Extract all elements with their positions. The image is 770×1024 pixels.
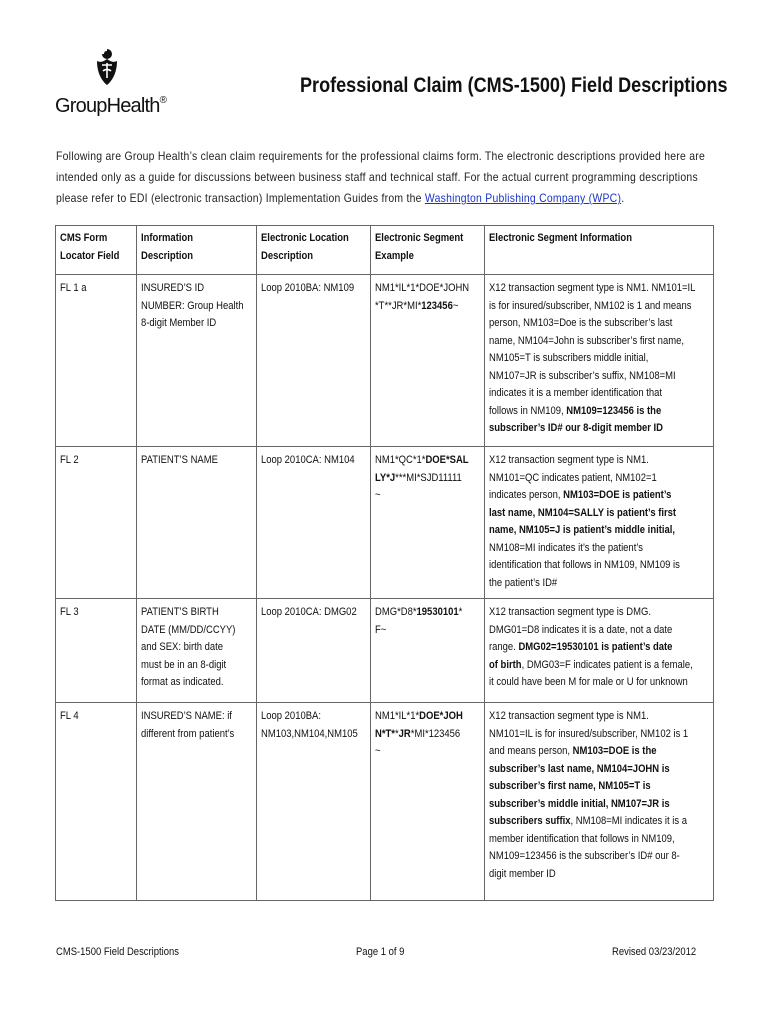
cell-text-run: DOE*SAL xyxy=(425,454,469,466)
cell-text-run: NM108=MI indicates it’s the patient’s xyxy=(489,541,643,554)
column-header: CMS Form Locator Field xyxy=(56,226,137,275)
cell-line: Loop 2010CA: NM104 xyxy=(261,454,355,466)
information-description-cell xyxy=(137,599,257,703)
cell-text-run: name, NM105=J is patient’s middle initial, xyxy=(489,524,676,536)
cell-text-run: is for insured/subscriber, NM102 is 1 and means xyxy=(489,299,692,312)
column-header: Information Description xyxy=(137,226,257,275)
footer-revised-date: Revised 03/23/2012 xyxy=(612,946,697,958)
cell-line: FL 1 a xyxy=(60,282,87,294)
electronic-location-cell xyxy=(257,447,371,599)
cell-text-run: *T**JR*MI* xyxy=(375,299,422,312)
table-row xyxy=(56,447,714,599)
information-description-cell xyxy=(137,275,257,447)
information-description-cell xyxy=(137,447,257,599)
cell-text-run: of birth xyxy=(489,658,522,671)
cell-text-run: indicates it is a member identification that xyxy=(489,387,662,399)
cell-text-run: indicates person, xyxy=(489,489,564,501)
cell-text-run: X12 transaction segment type is NM1. NM101=IL xyxy=(489,282,696,294)
cell-text-run: NM103=DOE is the xyxy=(572,745,657,757)
cell-text-run: 19530101 xyxy=(416,606,459,618)
cell-text-run: ***MI*SJD11111 xyxy=(395,471,462,484)
column-header: Electronic Segment Example xyxy=(371,226,485,275)
cell-text-run: DMG*D8* xyxy=(375,606,417,618)
cell-text-run: DMG02=19530101 is patient’s date xyxy=(518,641,673,653)
cell-text-run: *MI*123456 xyxy=(410,727,461,740)
electronic-segment-information-cell xyxy=(485,275,714,447)
intro-line: intended only as a guide for discussions between business staff and technical staff. For the actual current programming descriptions xyxy=(56,170,698,184)
cell-line: 8-digit Member ID xyxy=(141,317,217,329)
electronic-location-cell xyxy=(257,275,371,447)
cell-text-run: NM101=QC indicates patient, NM102=1 xyxy=(489,471,657,484)
cell-text-run: it could have been M for male or U for unknown xyxy=(489,676,688,688)
cell-text-run: DOE*JOH xyxy=(419,710,463,722)
cell-text-run: NM105=T is subscribers middle initial, xyxy=(489,352,649,364)
cell-text-run: X12 transaction segment type is NM1. xyxy=(489,710,649,722)
cell-text-run: subscribers suffix xyxy=(489,815,571,827)
locator-cell xyxy=(56,703,137,901)
cell-text-run: person, NM103=Doe is the subscriber’s last xyxy=(489,317,673,329)
cell-text-run: range. xyxy=(489,641,519,653)
electronic-segment-information-cell xyxy=(485,599,714,703)
cell-line: PATIENT’S BIRTH xyxy=(141,606,219,618)
cell-text-run: * xyxy=(394,727,399,740)
cell-line: NUMBER: Group Health xyxy=(141,299,244,312)
cell-text-run: ~ xyxy=(375,489,381,501)
cell-text-run: NM107=JR is subscriber’s suffix, NM108=MI xyxy=(489,369,676,382)
wpc-link[interactable]: Washington Publishing Company (WPC) xyxy=(424,191,622,205)
cell-line: and SEX: birth date xyxy=(141,641,224,653)
logo-wordmark: GroupHealth® xyxy=(55,95,167,117)
intro-paragraph xyxy=(56,146,724,209)
table-header-row xyxy=(56,226,714,275)
table-row xyxy=(56,703,714,901)
cell-text-run: name, NM104=John is subscriber’s first name, xyxy=(489,334,684,347)
cell-text-run: 123456 xyxy=(421,299,453,312)
cell-line: NM103,NM104,NM105 xyxy=(261,727,358,740)
electronic-segment-information-cell xyxy=(485,447,714,599)
cell-line: FL 2 xyxy=(60,454,79,466)
cell-text-run: identification that follows in NM109, NM109 is xyxy=(489,559,680,571)
cell-text-run: subscriber’s ID# our 8-digit member ID xyxy=(489,422,664,434)
cell-line: FL 3 xyxy=(60,606,79,618)
column-header: Electronic Segment Information xyxy=(485,226,714,275)
cell-text-run: last name, NM104=SALLY is patient’s first xyxy=(489,506,677,519)
cell-text-run: subscriber’s middle initial, NM107=JR is xyxy=(489,797,670,810)
cell-text-run: the patient’s ID# xyxy=(489,576,558,589)
column-header: Electronic Location Description xyxy=(257,226,371,275)
cell-text-run: * xyxy=(458,606,463,618)
grouphealth-logo xyxy=(50,45,170,130)
cell-text-run: member identification that follows in NM109, xyxy=(489,832,675,845)
cell-line: PATIENT’S NAME xyxy=(141,454,218,466)
electronic-segment-information-cell xyxy=(485,703,714,901)
cell-line: format as indicated. xyxy=(141,676,224,688)
cell-text-run: NM1*QC*1* xyxy=(375,454,426,466)
page-title: Professional Claim (CMS-1500) Field Descriptions xyxy=(300,74,728,97)
cell-text-run: and means person, xyxy=(489,745,573,757)
field-descriptions-table xyxy=(55,225,714,901)
cell-text-run: NM1*IL*1* xyxy=(375,710,420,722)
cell-line: DATE (MM/DD/CCYY) xyxy=(141,623,236,636)
cell-text-run: subscriber’s first name, NM105=T is xyxy=(489,780,651,792)
cell-text-run: , DMG03=F indicates patient is a female, xyxy=(521,658,693,671)
cell-text-run: subscriber’s last name, NM104=JOHN is xyxy=(489,762,670,775)
footer-page-number: Page 1 of 9 xyxy=(356,946,405,958)
electronic-location-cell xyxy=(257,703,371,901)
footer-document-name: CMS-1500 Field Descriptions xyxy=(56,946,180,958)
table-row xyxy=(56,275,714,447)
shield-emblem-icon xyxy=(94,47,120,87)
cell-text-run: ~ xyxy=(452,299,459,312)
cell-text-run: NM1*IL*1*DOE*JOHN xyxy=(375,282,470,294)
information-description-cell xyxy=(137,703,257,901)
intro-line: Following are Group Health’s clean claim requirements for the professional claims form. The electronic descriptions provided here are xyxy=(56,149,706,163)
cell-text-run: follows in NM109, xyxy=(489,404,567,417)
cell-line: Loop 2010BA: xyxy=(261,710,321,722)
cell-text-run: X12 transaction segment type is NM1. xyxy=(489,454,649,466)
cell-text-run: LY*J xyxy=(375,471,396,484)
locator-cell xyxy=(56,447,137,599)
cell-line: Loop 2010BA: NM109 xyxy=(261,282,355,294)
cell-text-run: JR xyxy=(398,727,411,740)
electronic-segment-example-cell xyxy=(371,447,485,599)
intro-line: please refer to EDI (electronic transaction) Implementation Guides from the Washington Publishing Company (WPC). xyxy=(56,191,625,205)
cell-text-run: F~ xyxy=(375,623,387,636)
cell-line: FL 4 xyxy=(60,710,79,722)
cell-line: Loop 2010CA: DMG02 xyxy=(261,606,357,618)
electronic-segment-example-cell xyxy=(371,599,485,703)
locator-cell xyxy=(56,275,137,447)
electronic-segment-example-cell xyxy=(371,703,485,901)
table-row xyxy=(56,599,714,703)
cell-line: must be in an 8-digit xyxy=(141,658,227,671)
cell-text-run: NM103=DOE is patient’s xyxy=(563,489,672,501)
cell-line: INSURED’S ID xyxy=(141,282,205,294)
electronic-location-cell xyxy=(257,599,371,703)
cell-text-run: NM109=123456 is the subscriber’s ID# our 8- xyxy=(489,850,680,862)
cell-text-run: NM101=IL is for insured/subscriber, NM102 is 1 xyxy=(489,727,689,740)
cell-line: INSURED’S NAME: if xyxy=(141,710,232,722)
cell-text-run: , NM108=MI indicates it is a xyxy=(570,815,687,827)
cell-text-run: X12 transaction segment type is DMG. xyxy=(489,606,651,618)
cell-text-run: digit member ID xyxy=(489,867,556,880)
cell-text-run: ~ xyxy=(375,745,381,757)
cell-line: different from patient’s xyxy=(141,727,235,740)
locator-cell xyxy=(56,599,137,703)
cell-text-run: DMG01=D8 indicates it is a date, not a date xyxy=(489,623,673,636)
cell-text-run: N*T* xyxy=(375,727,395,740)
cell-text-run: NM109=123456 is the xyxy=(566,404,662,417)
electronic-segment-example-cell xyxy=(371,275,485,447)
